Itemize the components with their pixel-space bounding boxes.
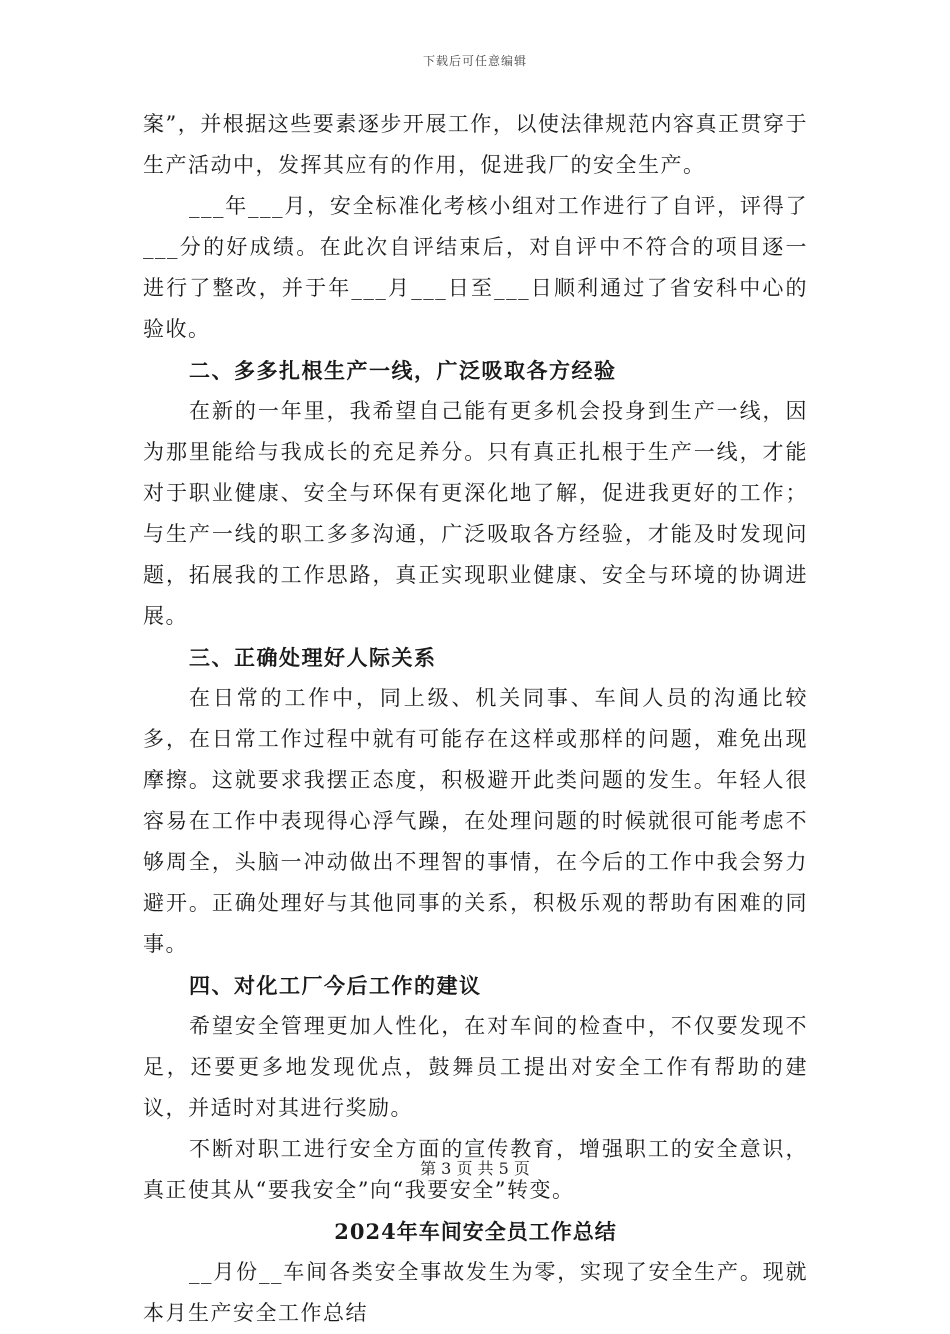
document-body: [143, 104, 808, 1334]
paragraph: 在日常的工作中，同上级、机关同事、车间人员的沟通比较多，在日常工作过程中就有可能存在这样或那样的问题，难免出现摩擦。这就要求我摆正态度，积极避开此类问题的发生。年轻人很容易在工作中表现得心浮气躁，在处理问题的时候就很可能考虑不够周全，头脑一冲动做出不理智的事情，在今后的工作中我会努力避开。正确处理好与其他同事的关系，积极乐观的帮助有困难的同事。: [143, 686, 808, 956]
header-note: 下载后可任意编辑: [422, 54, 527, 68]
section-heading: 四、对化工厂今后工作的建议: [189, 973, 482, 998]
page-number: 第 3 页 共 5 页: [420, 1159, 530, 1178]
paragraph: 在新的一年里，我希望自己能有更多机会投身到生产一线，因为那里能给与我成长的充足养分。只有真正扎根于生产一线，才能对于职业健康、安全与环保有更深化地了解，促进我更好的工作；与生产一线的职工多多沟通，广泛吸取各方经验，才能及时发现问题，拓展我的工作思路，真正实现职业健康、安全与环境的协调进展。: [143, 399, 808, 628]
paragraph: 不断对职工进行安全方面的宣传教育，增强职工的安全意识，真正使其从“要我安全”向“我要安全”转变。: [143, 1137, 808, 1202]
document-title: 2024年车间安全员工作总结: [334, 1219, 617, 1244]
section-heading: 二、多多扎根生产一线，广泛吸取各方经验: [189, 358, 617, 383]
paragraph: 希望安全管理更加人性化，在对车间的检查中，不仅要发现不足，还要更多地发现优点，鼓舞员工提出对安全工作有帮助的建议，并适时对其进行奖励。: [143, 1014, 808, 1120]
paragraph: 案”，并根据这些要素逐步开展工作，以使法律规范内容真正贯穿于生产活动中，发挥其应有的作用，促进我厂的安全生产。: [143, 112, 808, 177]
paragraph: __月份__车间各类安全事故发生为零，实现了安全生产。现就本月生产安全工作总结: [143, 1260, 808, 1325]
paragraph: ___年___月，安全标准化考核小组对工作进行了自评，评得了___分的好成绩。在此次自评结束后，对自评中不符合的项目逐一进行了整改，并于年___月___日至___日顺利通过了省安科中心的验收。: [143, 194, 808, 341]
section-heading: 三、正确处理好人际关系: [189, 645, 437, 670]
